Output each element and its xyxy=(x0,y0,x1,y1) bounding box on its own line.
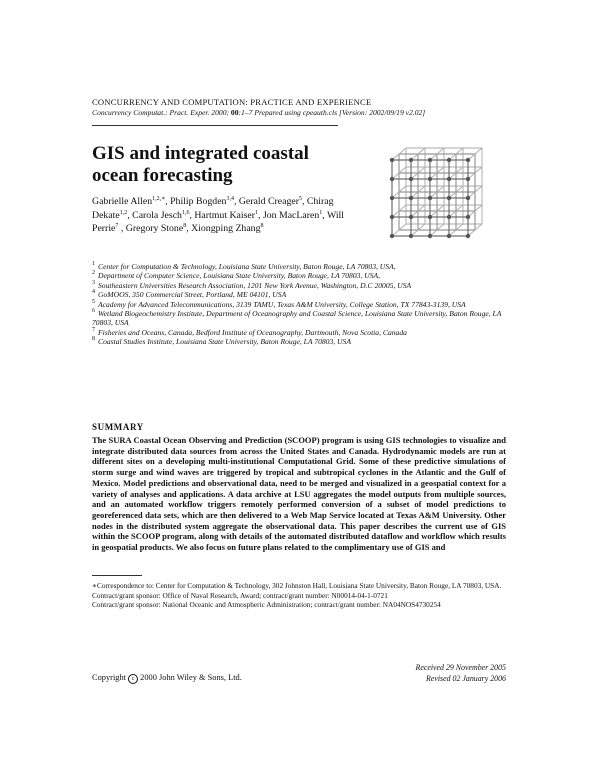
header-rule xyxy=(92,125,338,126)
affiliation-item xyxy=(92,328,517,337)
footnote-correspondence: ∗Correspondence to: Center for Computation & Technology, 302 Johnston Hall, Louisiana State University, Baton Rouge, LA 70803, USA. xyxy=(92,581,502,590)
author-name: Gregory Stone xyxy=(125,223,184,235)
author-name: Xiongping Zhang xyxy=(191,223,261,235)
author-affiliation-marker: 5 xyxy=(298,196,302,202)
citation-prefix: Concurrency Computat.: Pract. Exper. xyxy=(92,108,210,117)
revised-date: Revised 02 January 2006 xyxy=(426,673,506,683)
grid-node xyxy=(447,158,451,162)
affiliation-item xyxy=(92,309,517,328)
copyright-line xyxy=(92,673,242,684)
grid-node xyxy=(390,177,394,181)
grid-node xyxy=(428,215,432,219)
grid-node xyxy=(466,158,470,162)
author-affiliation-marker: 8 xyxy=(260,223,264,230)
affiliation-number: 2 xyxy=(92,270,95,277)
grid-node xyxy=(428,158,432,162)
grid-node xyxy=(447,215,451,219)
affiliation-number: 5 xyxy=(92,298,95,305)
affiliation-number: 8 xyxy=(92,336,95,343)
grid-node xyxy=(428,196,432,200)
affiliation-text: GoMOOS, 350 Commercial Street, Portland, ME 04101, USA xyxy=(98,290,287,300)
affiliation-text: Wetland Biogeochemistry Institute, Department of Oceanography and Coastal Science, Louisiana State University, Baton Rouge, LA 70803, USA xyxy=(92,309,502,328)
author-name: Carola Jesch xyxy=(132,209,182,221)
author-name: Will Perrie xyxy=(92,209,345,235)
affiliation-number: 6 xyxy=(92,308,95,315)
grid-node xyxy=(466,234,470,238)
footnote-rule xyxy=(92,575,142,576)
author-list xyxy=(92,195,362,236)
footnote-grant-onr: Contract/grant sponsor: Office of Naval Research, Award; contract/grant number: N00014-04-1-0721 xyxy=(92,590,388,600)
author-name: Philip Bogden xyxy=(170,196,227,207)
affiliation-item xyxy=(92,300,517,309)
footnote-grant-noaa: Contract/grant sponsor: National Oceanic and Atmospheric Administration; contract/grant number: NA04NOS4730254 xyxy=(92,600,441,609)
affiliation-item xyxy=(92,262,517,271)
affiliation-item xyxy=(92,281,517,290)
affiliation-text: Coastal Studies Institute, Louisiana State University, Baton Rouge, LA 70803, USA xyxy=(98,337,351,347)
summary-body: The SURA Coastal Ocean Observing and Prediction (SCOOP) program is using GIS technologies to visualize and integrate distributed data sources from across the United States and Canada. Hydrodynamic models are run at different sites on a developing multi-institutional Computational Grid. Some of these predictive simulations of storm surge and wind waves are triggered by tropical and subtropical cyclones in the Atlantic and the Gulf of Mexico. Model predictions and observational data, need to be merged and visualized in a geospatial context for a variety of analyses and applications. A data archive at LSU aggregates the model outputs from multiple sources, and an automated workflow triggers remotely performed conversion of a subset of model predictions to georeferenced data sets, which are then delivered to a Web Map Service located at Texas A&M University. Other nodes in the distributed system aggregate the observational data. This paper describes the current use of GIS within the SCOOP program, along with details of the automated distributed dataflow and workflow which results in geospatial products. We also focus on future plans related to the complimentary use of GIS and xyxy=(92,435,506,553)
author-affiliation-marker: 8 xyxy=(183,223,187,230)
author-affiliation-marker: 1 xyxy=(319,209,323,216)
affiliation-number: 4 xyxy=(92,289,95,296)
grid-node xyxy=(447,177,451,181)
grid-node xyxy=(466,177,470,181)
author-affiliation-marker: 1,6 xyxy=(181,209,190,216)
grid-node xyxy=(409,196,413,200)
affiliation-text: Center for Computation & Technology, Louisiana State University, Baton Rouge, LA 70803, USA, xyxy=(98,262,396,271)
grid-node xyxy=(428,234,432,238)
grid-node xyxy=(428,177,432,181)
author-separator: , xyxy=(127,209,133,221)
grid-node xyxy=(447,196,451,200)
author-name: Gerald Creager xyxy=(238,196,299,207)
journal-name: CONCURRENCY AND COMPUTATION: PRACTICE AND EXPERIENCE xyxy=(92,97,372,107)
grid-node xyxy=(390,234,394,238)
affiliation-text: Southeastern Universities Research Association, 1201 New York Avenue, Washington, D.C 20005, USA xyxy=(98,280,412,290)
grid-node xyxy=(447,234,451,238)
author-name: Hartmut Kaiser xyxy=(194,209,256,221)
author-separator: , xyxy=(118,223,126,235)
author-separator: , xyxy=(322,209,327,221)
grid-node xyxy=(409,177,413,181)
paper-title: GIS and integrated coastal ocean forecasting xyxy=(92,143,309,186)
affiliation-text: Academy for Advanced Telecommunications, 3139 TAMU, Texas A&M University, College Station, TX 77843-3139, USA xyxy=(98,299,466,309)
grid-node xyxy=(466,196,470,200)
affiliation-item xyxy=(92,290,517,299)
author-affiliation-marker: 1,2 xyxy=(119,209,128,216)
author-separator: , xyxy=(301,196,307,207)
footnotes xyxy=(92,581,506,610)
copyright-prefix: Copyright xyxy=(92,673,126,682)
grid-node xyxy=(466,215,470,219)
author-separator: , xyxy=(258,209,263,221)
author-name: Chirag Dekate xyxy=(92,196,334,221)
affiliation-text: Fisheries and Oceans, Canada, Bedford Institute of Oceanography, Dartmouth, Nova Scotia, Canada xyxy=(98,327,407,337)
author-separator: , xyxy=(165,196,171,207)
summary-heading: SUMMARY xyxy=(92,422,144,432)
author-separator: , xyxy=(189,209,195,221)
citation-volume: 00 xyxy=(229,108,239,117)
received-date: Received 29 November 2005 xyxy=(415,663,506,672)
grid-node xyxy=(390,196,394,200)
author-affiliation-marker: 7 xyxy=(115,223,119,230)
author-affiliation-marker: 1,2,∗ xyxy=(152,196,166,202)
affiliation-number: 7 xyxy=(92,326,95,333)
citation-suffix: :1–7 Prepared using cpeauth.cls [Version: 2002/09/19 v2.02] xyxy=(238,108,426,117)
affiliation-number: 1 xyxy=(92,261,95,267)
affiliation-number: 3 xyxy=(92,279,95,286)
citation-year: 2000; xyxy=(209,108,230,117)
author-affiliation-marker: 1 xyxy=(255,209,259,216)
affiliation-item xyxy=(92,271,517,280)
received-dates xyxy=(416,663,507,684)
grid-node xyxy=(390,215,394,219)
author-name: Jon MacLaren xyxy=(262,209,320,221)
grid-node xyxy=(409,158,413,162)
copyright-symbol: c xyxy=(128,674,138,684)
affiliations xyxy=(92,262,517,347)
author-affiliation-marker: 3,4 xyxy=(226,196,234,202)
grid-node xyxy=(409,215,413,219)
grid-node xyxy=(409,234,413,238)
grid-node xyxy=(390,158,394,162)
grid-cube-graphic xyxy=(384,130,504,246)
copyright-text: 2000 John Wiley & Sons, Ltd. xyxy=(140,673,242,682)
author-separator: , xyxy=(233,196,239,207)
author-name: Gabrielle Allen xyxy=(92,196,153,207)
affiliation-item xyxy=(92,337,517,346)
citation-line xyxy=(92,108,425,117)
author-separator: , xyxy=(186,223,192,235)
affiliation-text: Department of Computer Science, Louisiana State University, Baton Rouge, LA 70803, USA, xyxy=(98,271,381,281)
